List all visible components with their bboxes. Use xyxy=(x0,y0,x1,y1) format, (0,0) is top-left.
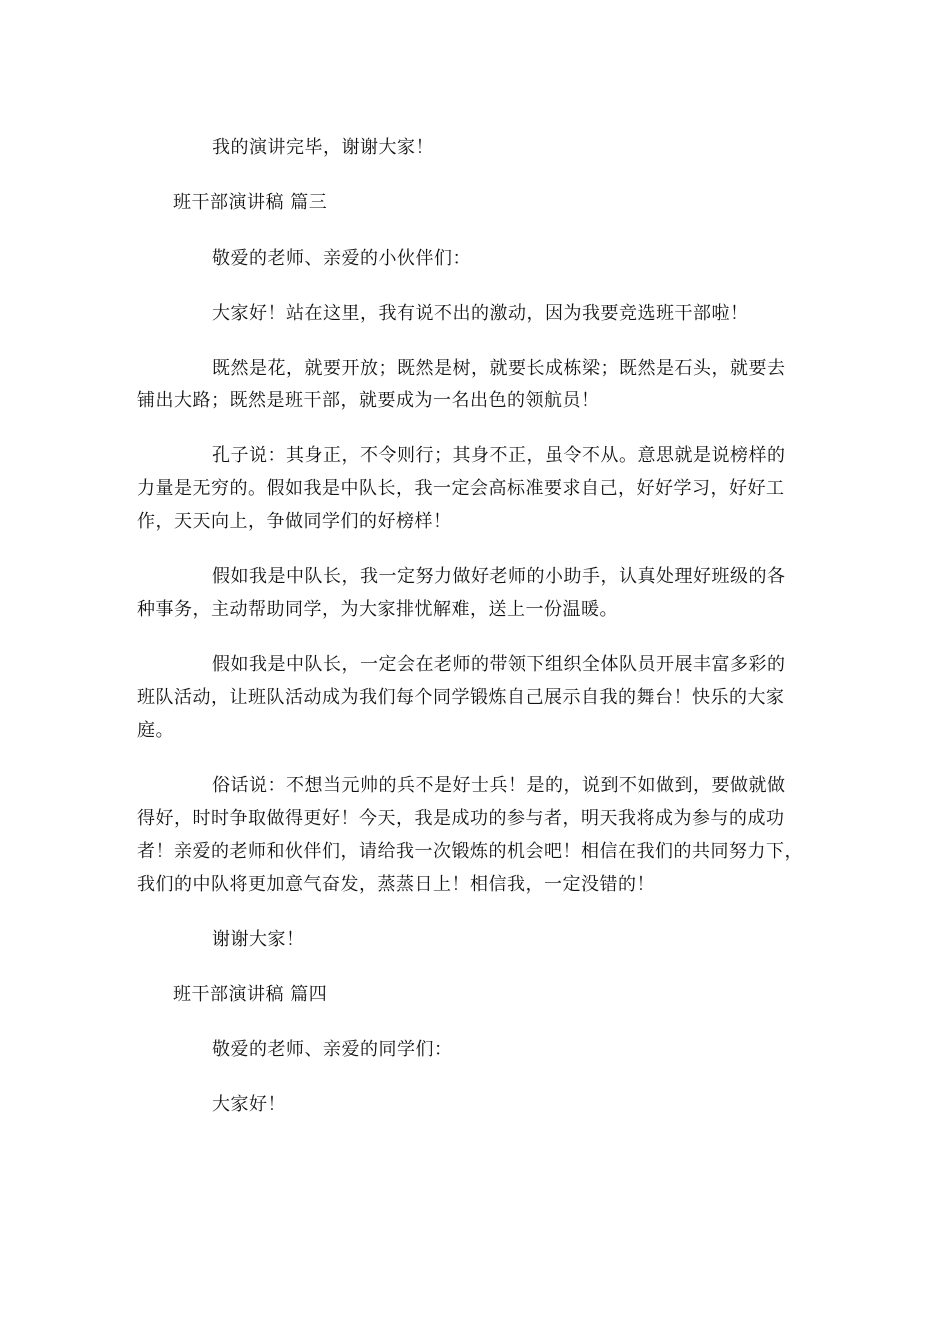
paragraph-line: 孔子说：其身正，不令则行；其身不正，虽令不从。意思就是说榜样的 xyxy=(212,445,786,466)
paragraph-line: 班队活动，让班队活动成为我们每个同学锻炼自己展示自我的舞台！快乐的大家 xyxy=(137,687,785,708)
paragraph-line: 铺出大路；既然是班干部，就要成为一名出色的领航员！ xyxy=(137,390,600,411)
paragraph-line: 既然是花，就要开放；既然是树，就要长成栋梁；既然是石头，就要去 xyxy=(212,358,786,379)
section-title: 班干部演讲稿 篇四 xyxy=(173,984,328,1005)
paragraph-line: 假如我是中队长，我一定努力做好老师的小助手，认真处理好班级的各 xyxy=(212,566,786,587)
paragraph-line: 者！亲爱的老师和伙伴们，请给我一次锻炼的机会吧！相信在我们的共同努力下， xyxy=(137,841,803,862)
paragraph-line: 作，天天向上，争做同学们的好榜样！ xyxy=(137,511,452,532)
paragraph-line: 大家好！ xyxy=(212,1094,286,1115)
paragraph-line: 俗话说：不想当元帅的兵不是好士兵！是的，说到不如做到，要做就做 xyxy=(212,775,786,796)
paragraph-line: 我们的中队将更加意气奋发，蒸蒸日上！相信我，一定没错的！ xyxy=(137,874,655,895)
closing-line: 谢谢大家！ xyxy=(212,929,305,950)
section-title: 班干部演讲稿 篇三 xyxy=(173,192,328,213)
paragraph-line: 庭。 xyxy=(137,720,174,741)
paragraph-line: 得好，时时争取做得更好！今天，我是成功的参与者，明天我将成为参与的成功 xyxy=(137,808,785,829)
greeting-line: 敬爱的老师、亲爱的同学们： xyxy=(212,1039,453,1060)
paragraph-line: 大家好！站在这里，我有说不出的激动，因为我要竞选班干部啦！ xyxy=(212,303,749,324)
paragraph-line: 种事务，主动帮助同学，为大家排忧解难，送上一份温暖。 xyxy=(137,599,618,620)
paragraph-line: 力量是无穷的。假如我是中队长，我一定会高标准要求自己，好好学习，好好工 xyxy=(137,478,785,499)
greeting-line: 敬爱的老师、亲爱的小伙伴们： xyxy=(212,248,471,269)
closing-line: 我的演讲完毕，谢谢大家！ xyxy=(212,137,434,158)
paragraph-line: 假如我是中队长，一定会在老师的带领下组织全体队员开展丰富多彩的 xyxy=(212,654,786,675)
